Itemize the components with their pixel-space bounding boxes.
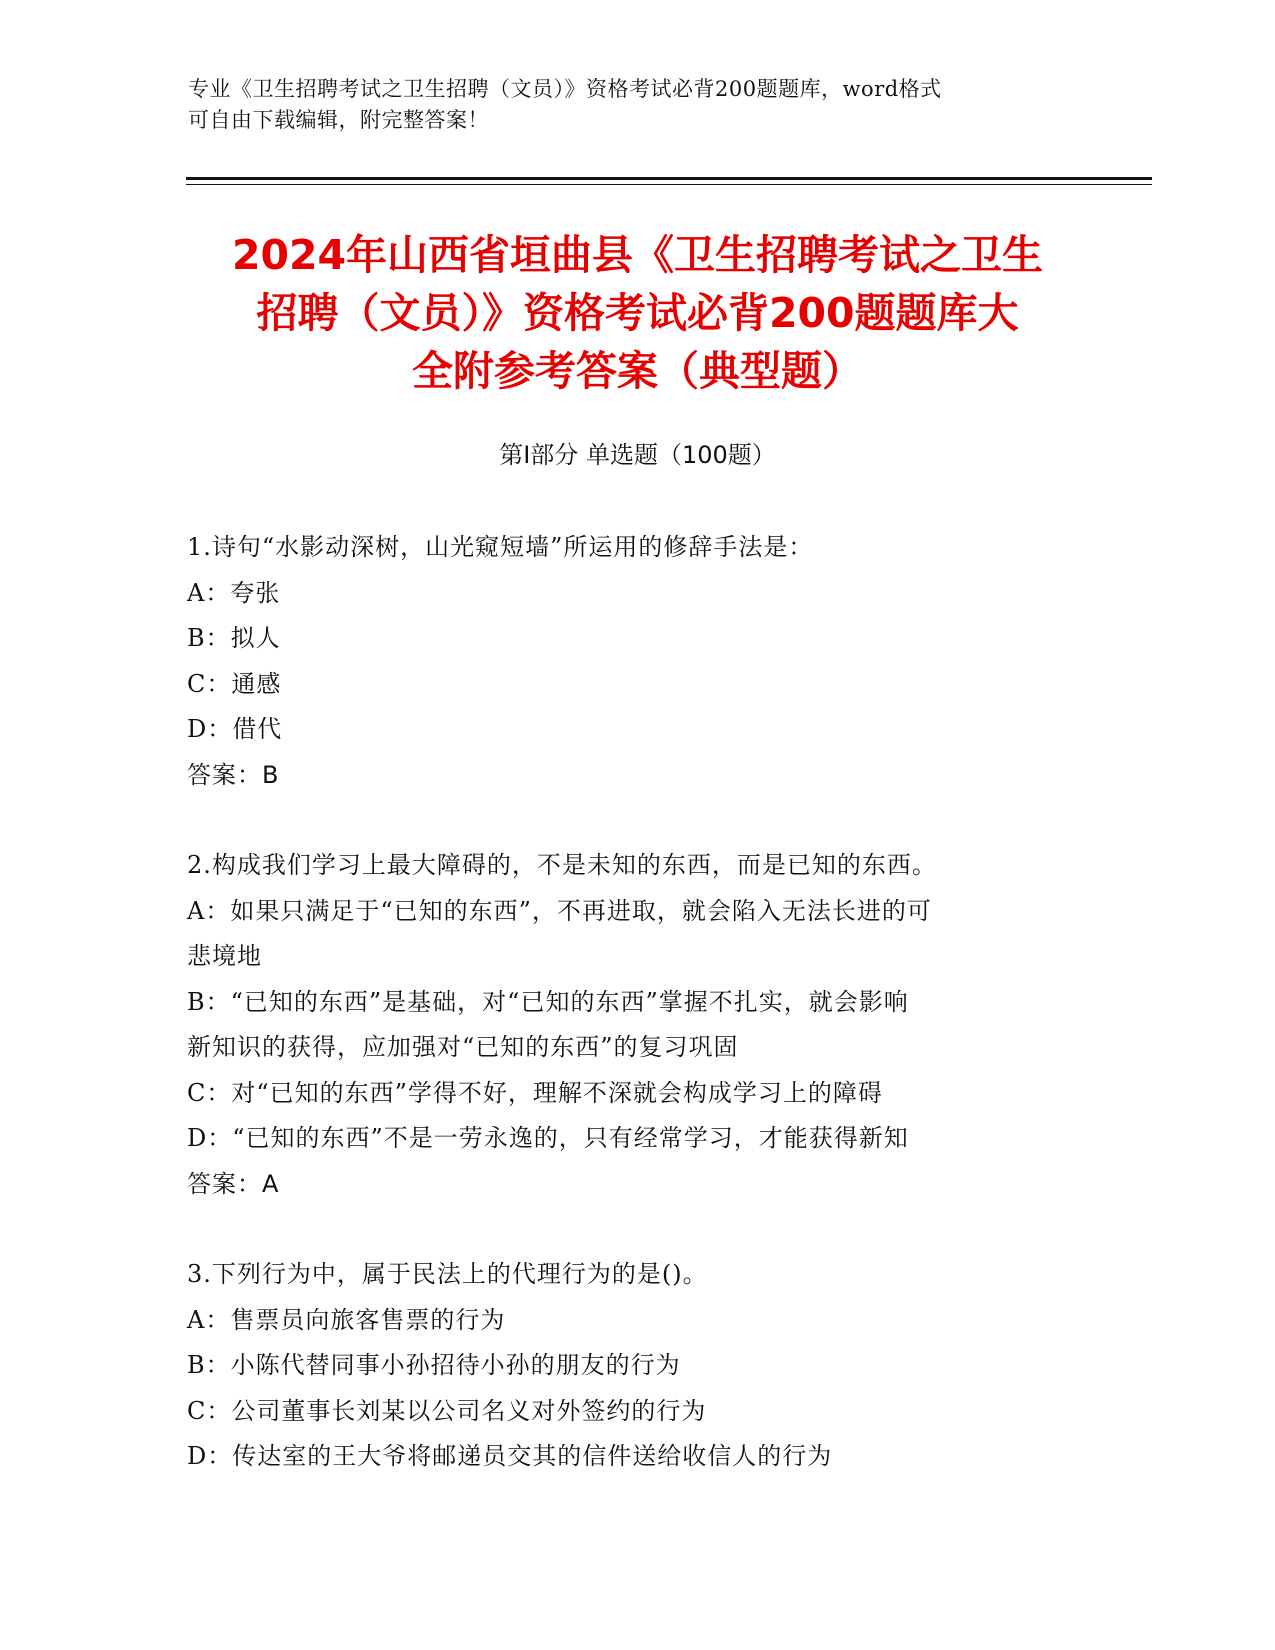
question-stem: 3.下列行为中，属于民法上的代理行为的是()。	[187, 1260, 708, 1288]
option-d: D：传达室的王大爷将邮递员交其的信件送给收信人的行为	[187, 1442, 833, 1470]
header-note-line: 专业《卫生招聘考试之卫生招聘（文员）》资格考试必背200题题库，word格式	[188, 77, 942, 101]
answer-line: 答案：A	[187, 1169, 280, 1198]
title-line: 全附参考答案（典型题）	[412, 347, 863, 395]
section-heading: 第Ⅰ部分 单选题（100题）	[499, 441, 776, 469]
option-b: B：拟人	[187, 624, 281, 652]
option-c: C：对“已知的东西”学得不好，理解不深就会构成学习上的障碍	[187, 1078, 883, 1107]
option-a: A：如果只满足于“已知的东西”，不再进取，就会陷入无法长进的可	[187, 896, 932, 925]
question-list	[187, 525, 1087, 1525]
title-line: 招聘（文员）》资格考试必背200题题库大	[256, 289, 1019, 337]
header-note	[188, 74, 1088, 136]
option-b-continued: 新知识的获得，应加强对“已知的东西”的复习巩固	[187, 1033, 739, 1061]
option-b: B：小陈代替同事小孙招待小孙的朋友的行为	[187, 1351, 681, 1379]
answer-line: 答案：B	[187, 760, 280, 789]
question-item	[187, 525, 1087, 798]
title-line: 2024年山西省垣曲县《卫生招聘考试之卫生	[231, 231, 1044, 279]
option-a: A：夸张	[187, 578, 281, 607]
question-item	[187, 843, 1087, 1207]
header-divider-thick	[186, 177, 1152, 180]
question-stem: 2.构成我们学习上最大障碍的，不是未知的东西，而是已知的东西。	[187, 851, 937, 879]
option-c: C：通感	[187, 669, 282, 698]
option-a: A：售票员向旅客售票的行为	[187, 1305, 506, 1334]
option-a-continued: 悲境地	[187, 942, 262, 970]
option-d: D：“已知的东西”不是一劳永逸的，只有经常学习，才能获得新知	[187, 1124, 909, 1152]
option-b: B：“已知的东西”是基础，对“已知的东西”掌握不扎实，就会影响	[187, 987, 909, 1016]
option-c: C：公司董事长刘某以公司名义对外签约的行为	[187, 1396, 707, 1425]
document-title	[150, 226, 1125, 400]
option-d: D：借代	[187, 715, 283, 743]
question-item	[187, 1252, 1087, 1480]
question-stem: 1.诗句“水影动深树，山光窥短墙”所运用的修辞手法是：	[187, 533, 814, 561]
header-divider-thin	[186, 184, 1152, 185]
header-note-line: 可自由下载编辑，附完整答案！	[188, 108, 489, 132]
